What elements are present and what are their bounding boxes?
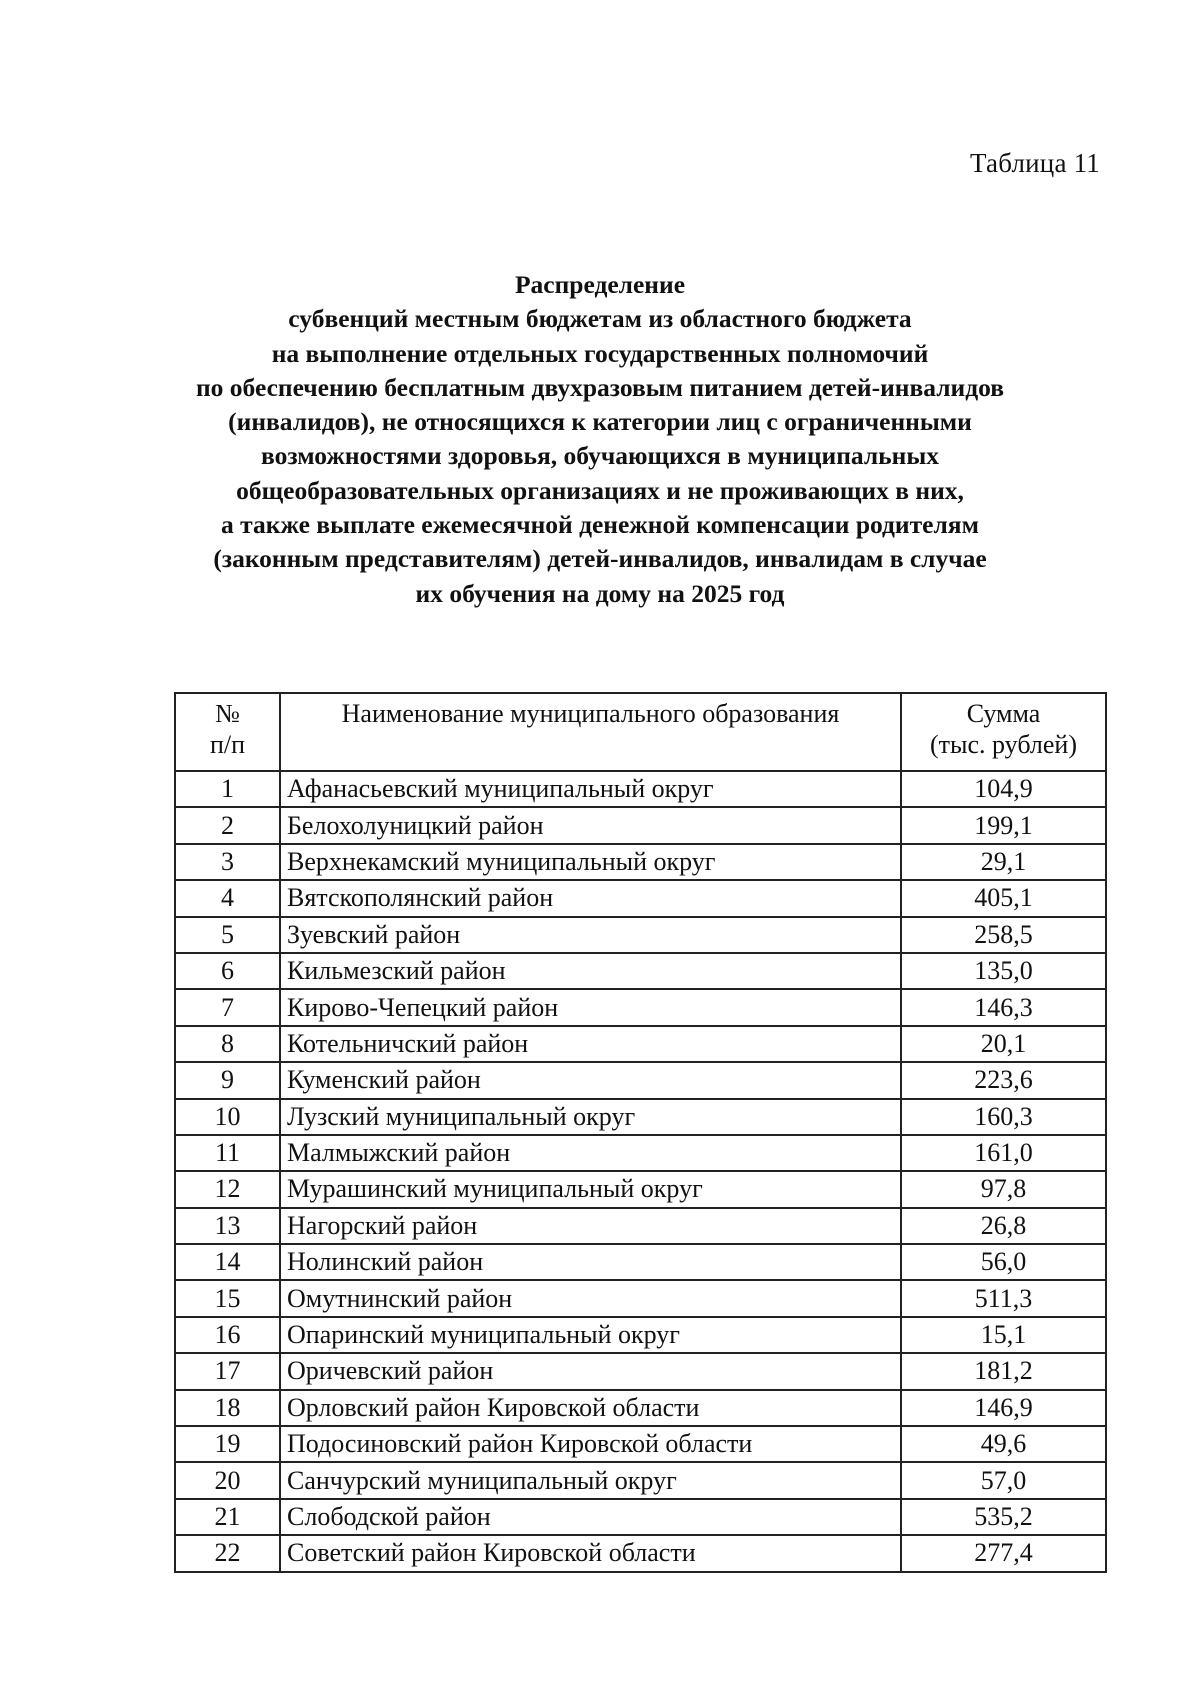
municipality-name: Кильмезский район (280, 953, 901, 989)
municipality-name: Нолинский район (280, 1244, 901, 1280)
table-row (175, 1353, 1106, 1389)
municipality-name: Белохолуницкий район (280, 807, 901, 843)
heading-line: общеобразовательных организациях и не проживающих в них, (236, 475, 964, 505)
heading-line: возможностями здоровья, обучающихся в муниципальных (260, 441, 940, 471)
row-number: 20 (175, 1462, 280, 1498)
header-number-abbrev: п/п (209, 730, 246, 759)
table-row (175, 1026, 1106, 1062)
subsidy-amount: 56,0 (901, 1244, 1106, 1280)
subsidy-amount: 405,1 (901, 880, 1106, 916)
subsidy-amount: 97,8 (901, 1171, 1106, 1207)
row-number: 18 (175, 1390, 280, 1426)
municipality-name: Орловский район Кировской области (280, 1390, 901, 1426)
row-number: 9 (175, 1062, 280, 1098)
distribution-table (174, 692, 1107, 1573)
header-sum (901, 693, 1106, 771)
heading-line: по обеспечению бесплатным двухразовым питанием детей-инвалидов (195, 372, 1005, 402)
municipality-name: Куменский район (280, 1062, 901, 1098)
municipality-name: Верхнекамский муниципальный округ (280, 844, 901, 880)
row-number: 1 (175, 771, 280, 807)
subsidy-amount: 20,1 (901, 1026, 1106, 1062)
document-heading (0, 268, 1200, 611)
row-number: 5 (175, 917, 280, 953)
subsidy-amount: 535,2 (901, 1499, 1106, 1535)
table-row (175, 880, 1106, 916)
table-row (175, 1317, 1106, 1353)
table-row (175, 844, 1106, 880)
row-number: 3 (175, 844, 280, 880)
municipality-name: Нагорский район (280, 1208, 901, 1244)
subsidy-amount: 199,1 (901, 807, 1106, 843)
subsidy-amount: 57,0 (901, 1462, 1106, 1498)
subsidy-amount: 15,1 (901, 1317, 1106, 1353)
header-sum-unit: (тыс. рублей) (929, 730, 1077, 759)
table-row (175, 807, 1106, 843)
subsidy-amount: 181,2 (901, 1353, 1106, 1389)
municipality-name: Подосиновский район Кировской области (280, 1426, 901, 1462)
row-number: 6 (175, 953, 280, 989)
municipality-name: Мурашинский муниципальный округ (280, 1171, 901, 1207)
row-number: 21 (175, 1499, 280, 1535)
subsidy-amount: 511,3 (901, 1280, 1106, 1316)
table-row (175, 1280, 1106, 1316)
table-row (175, 1462, 1106, 1498)
subsidy-amount: 135,0 (901, 953, 1106, 989)
row-number: 8 (175, 1026, 280, 1062)
subsidy-amount: 146,9 (901, 1390, 1106, 1426)
table-row (175, 1171, 1106, 1207)
row-number: 15 (175, 1280, 280, 1316)
row-number: 10 (175, 1099, 280, 1135)
table-row (175, 1499, 1106, 1535)
table-row (175, 917, 1106, 953)
header-name: Наименование муниципального образования (280, 693, 901, 771)
header-number-symbol: № (215, 699, 240, 728)
row-number: 12 (175, 1171, 280, 1207)
municipality-name: Кирово-Чепецкий район (280, 989, 901, 1025)
municipality-name: Котельничский район (280, 1026, 901, 1062)
table-number-label: Таблица 11 (970, 148, 1100, 178)
municipality-name: Вятскополянский район (280, 880, 901, 916)
subsidy-amount: 160,3 (901, 1099, 1106, 1135)
row-number: 22 (175, 1535, 280, 1571)
heading-line: (инвалидов), не относящихся к категории лиц с ограниченными (228, 407, 972, 437)
subsidy-amount: 26,8 (901, 1208, 1106, 1244)
heading-line: на выполнение отдельных государственных полномочий (271, 338, 929, 368)
heading-line: их обучения на дому на 2025 год (415, 578, 785, 608)
table-row (175, 1062, 1106, 1098)
subsidy-amount: 104,9 (901, 771, 1106, 807)
subsidy-amount: 258,5 (901, 917, 1106, 953)
table-row (175, 989, 1106, 1025)
subsidy-amount: 277,4 (901, 1535, 1106, 1571)
table-row (175, 1244, 1106, 1280)
table-row (175, 1208, 1106, 1244)
subsidy-amount: 223,6 (901, 1062, 1106, 1098)
row-number: 11 (175, 1135, 280, 1171)
subsidy-amount: 49,6 (901, 1426, 1106, 1462)
header-sum-title: Сумма (966, 699, 1041, 728)
row-number: 14 (175, 1244, 280, 1280)
table-row (175, 1390, 1106, 1426)
table-row (175, 1426, 1106, 1462)
row-number: 17 (175, 1353, 280, 1389)
table-row (175, 771, 1106, 807)
row-number: 19 (175, 1426, 280, 1462)
header-number (175, 693, 280, 771)
heading-line: (законным представителям) детей-инвалидов, инвалидам в случае (213, 544, 987, 574)
municipality-name: Оричевский район (280, 1353, 901, 1389)
row-number: 4 (175, 880, 280, 916)
row-number: 16 (175, 1317, 280, 1353)
table-body (175, 771, 1106, 1572)
table-row (175, 1099, 1106, 1135)
heading-line: субвенций местным бюджетам из областного бюджета (288, 304, 912, 334)
table-row (175, 1535, 1106, 1571)
subsidy-amount: 29,1 (901, 844, 1106, 880)
municipality-name: Советский район Кировской области (280, 1535, 901, 1571)
table-header-row (175, 693, 1106, 771)
municipality-name: Слободской район (280, 1499, 901, 1535)
row-number: 13 (175, 1208, 280, 1244)
table-row (175, 953, 1106, 989)
row-number: 2 (175, 807, 280, 843)
row-number: 7 (175, 989, 280, 1025)
municipality-name: Афанасьевский муниципальный округ (280, 771, 901, 807)
subsidy-amount: 161,0 (901, 1135, 1106, 1171)
municipality-name: Зуевский район (280, 917, 901, 953)
municipality-name: Опаринский муниципальный округ (280, 1317, 901, 1353)
heading-line: а также выплате ежемесячной денежной компенсации родителям (221, 510, 979, 540)
municipality-name: Санчурский муниципальный округ (280, 1462, 901, 1498)
municipality-name: Лузский муниципальный округ (280, 1099, 901, 1135)
heading-line: Распределение (514, 270, 686, 299)
subsidy-amount: 146,3 (901, 989, 1106, 1025)
table-row (175, 1135, 1106, 1171)
municipality-name: Малмыжский район (280, 1135, 901, 1171)
municipality-name: Омутнинский район (280, 1280, 901, 1316)
